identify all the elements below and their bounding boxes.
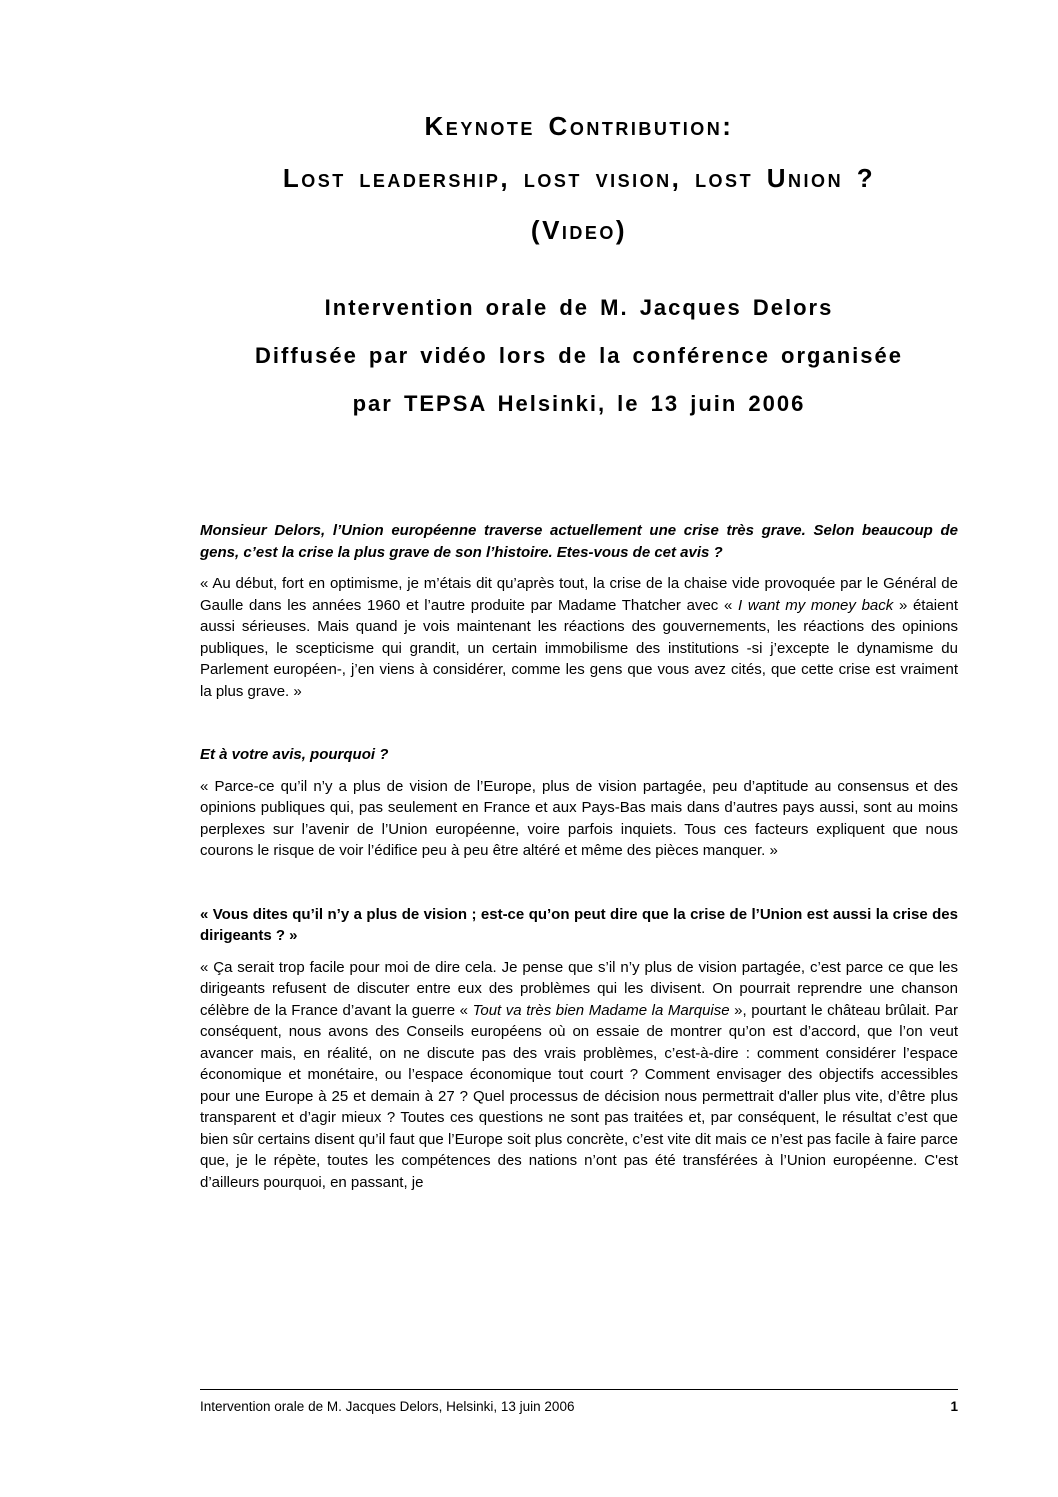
page-footer <box>200 1389 958 1415</box>
page-number: 1 <box>950 1399 958 1414</box>
answer-3-quote-italic: Tout va très bien Madame la Marquise <box>472 1001 730 1019</box>
qa-section-3 <box>200 904 958 1194</box>
answer-3-text-cont: », pourtant le château brûlait. Par conséquent, nous avons des Conseils européens où on essaie de montrer qu’on est d’accord, que l’on veut avancer mais, en réalité, on ne discute pas des vrais problèmes, c’est-à-dire : comment considérer l’espace économique et monétaire, ou l’espace économique tout court ? Comment envisager des objectifs accessibles pour une Europe à 25 et demain à 27 ? Quel processus de décision nous permettrait d'aller plus vite, d’être plus transparent et d’agir mieux ? Toutes ces questions ne sont pas traitées et, par conséquent, le résultat c’est que bien sûr certains disent qu’il faut que l’Europe soit plus concrète, c’est vite dit mais ce n’est pas facile à faire parce que, je le répète, toutes les compétences des nations n’ont pas été transférées à l’Union européenne. C'est d’ailleurs pourquoi, en passant, je <box>200 1001 959 1191</box>
interview-answer-3 <box>200 957 958 1194</box>
title-line-keynote: Keynote Contribution: <box>424 111 734 141</box>
interview-question-1: Monsieur Delors, l’Union européenne traverse actuellement une crise très grave. Selon beaucoup de gens, c’est la crise la plus grave de son l’histoire. Etes-vous de cet avis ? <box>200 522 958 561</box>
footer-document-reference: Intervention orale de M. Jacques Delors, Helsinki, 13 juin 2006 <box>200 1399 575 1414</box>
interview-question-3: « Vous dites qu’il n’y a plus de vision ; est-ce qu’on peut dire que la crise de l’Union est aussi la crise des dirigeants ? » <box>200 905 958 944</box>
answer-1-text: « Au début, fort en optimisme, je m’étais dit qu’après tout, la crise de la chaise vide provoquée par le Général de Gaulle dans les années 1960 et l’autre produite par Madame Thatcher avec « <box>200 575 958 614</box>
answer-3-text: « Ça serait trop facile pour moi de dire cela. Je pense que s’il n’y plus de vision partagée, c’est parce ce que les dirigeants refusent de discuter entre eux des problèmes qui les divisent. On pourrait reprendre une chanson célèbre de la France d’avant la guerre « <box>200 958 958 1019</box>
answer-1-quote-italic: I want my money back <box>738 596 894 614</box>
qa-section-2 <box>200 744 958 862</box>
subtitle-date-place: par TEPSA Helsinki, le 13 juin 2006 <box>352 391 806 416</box>
interview-question-2: Et à votre avis, pourquoi ? <box>200 746 389 763</box>
subtitle-block <box>200 284 958 428</box>
subtitle-speaker: Intervention orale de M. Jacques Delors <box>324 295 834 320</box>
document-body <box>200 520 958 1193</box>
subtitle-context: Diffusée par vidéo lors de la conférence organisée <box>255 343 903 368</box>
title-line-video: (Video) <box>530 215 628 245</box>
title-block <box>200 0 958 256</box>
answer-1-text-cont: » étaient aussi sérieuses. Mais quand je vois maintenant les réactions des gouvernements, les réactions des opinions publiques, le scepticisme qui grandit, un certain immobilisme des institutions -si j’excepte le dynamisme du Parlement européen-, j’en viens à considérer, comme les gens que vous avez cités, que cette crise est vraiment la plus grave. » <box>200 596 958 700</box>
title-line-main: Lost leadership, lost vision, lost Union ? <box>282 163 876 193</box>
answer-2-text: « Parce-ce qu’il n’y a plus de vision de l’Europe, plus de vision partagée, peu d’aptitude au consensus et des opinions publiques qui, pas seulement en France et aux Pays-Bas mais dans d’autres pays aussi, sont au moins perplexes sur l’avenir de l’Union européenne, voire parfois inquiets. Tous ces facteurs expliquent que nous courons le risque de voir l’édifice peu à peu être altéré et même des pièces manquer. » <box>200 777 958 859</box>
qa-section-1 <box>200 520 958 702</box>
interview-answer-1 <box>200 573 958 702</box>
interview-answer-2 <box>200 776 958 862</box>
